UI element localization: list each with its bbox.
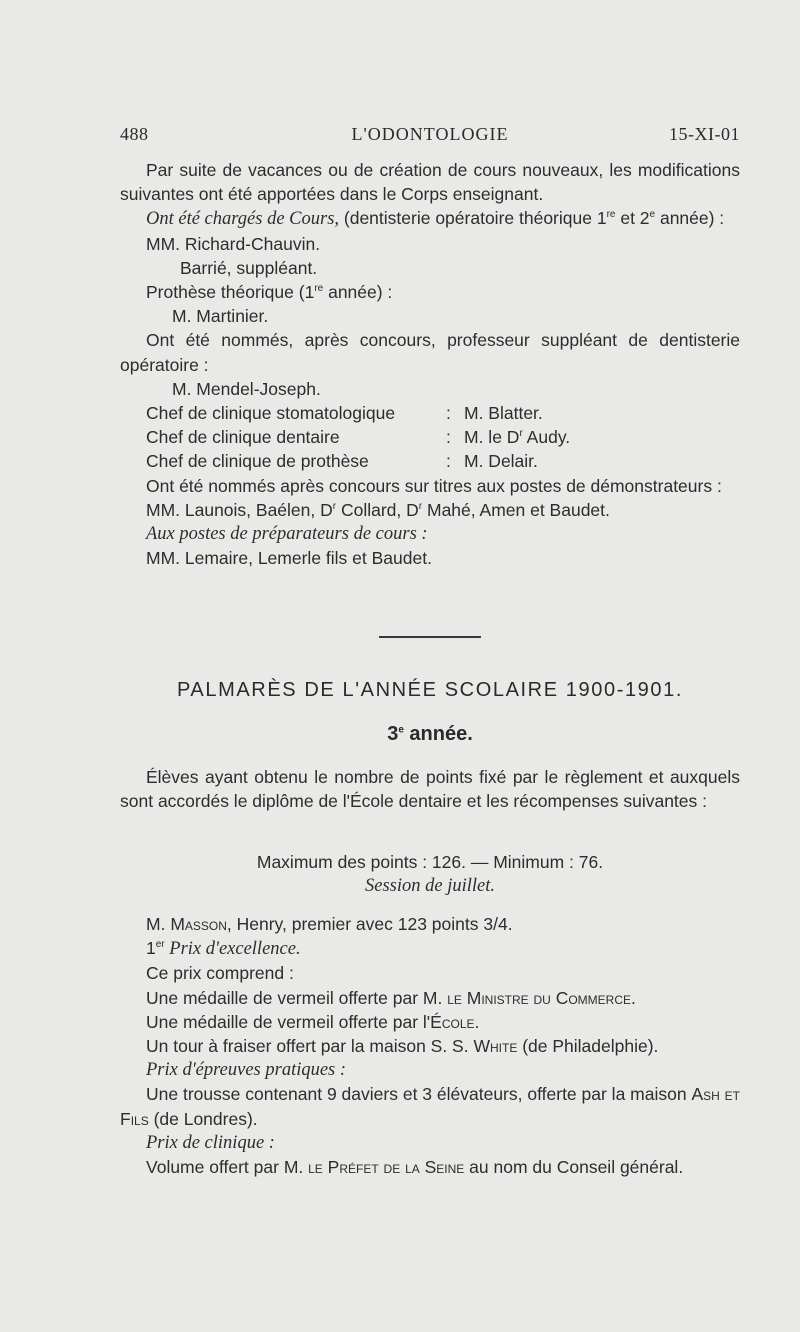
mendel-line: M. Mendel-Joseph. [172, 378, 321, 399]
prix-epreuves-label: Prix d'épreuves pratiques : [146, 1060, 347, 1081]
chef-name-text: M. Blatter. [464, 403, 543, 424]
martinier-line: M. Martinier. [172, 306, 269, 327]
palmares-title: PALMARÈS DE L'ANNÉE SCOLAIRE 1900-1901. [176, 679, 684, 701]
charges-paragraph [120, 206, 740, 231]
chef-role: Chef de clinique de prothèse [146, 451, 369, 472]
chef-role: Chef de clinique stomatologique [146, 403, 396, 424]
intro-paragraph: Par suite de vacances ou de création de cours nouveaux, les modifications suivantes ont été apportées dans le Corps enseignant. [120, 160, 740, 205]
charges-text: (dentisterie opératoire théorique 1 [339, 208, 607, 229]
chef-sep: : [446, 427, 451, 448]
student-text: M. [146, 914, 171, 934]
running-title: L'ODONTOLOGIE [351, 124, 509, 144]
points-block [120, 850, 740, 898]
trousse-donor: Ash et Fils [120, 1084, 740, 1129]
chef-row [120, 449, 740, 473]
volume-donor: le Préfet de la Seine [308, 1157, 465, 1178]
chef-name [464, 401, 543, 425]
prothese-text: Prothèse théorique (1 [146, 282, 315, 303]
palmares-intro-paragraph: Élèves ayant obtenu le nombre de points fixé par le règlement et auxquels sont accordés le diplôme de l'École dentaire et les récompenses suivantes : [120, 767, 740, 812]
demonstrateurs-text: MM. Launois, Baélen, D [146, 499, 333, 520]
award-item [120, 1010, 740, 1034]
mm-line: MM. Richard-Chauvin. [146, 233, 321, 254]
prothese-text: année) : [323, 282, 393, 303]
prix-clinique-label: Prix de clinique : [146, 1132, 275, 1153]
issue-date: 15-XI-01 [669, 124, 740, 144]
award-text: (de Philadelphie). [517, 1036, 659, 1057]
superscript: r [418, 501, 423, 513]
prix-number: 1 [146, 938, 156, 959]
chef-name [464, 449, 538, 473]
award-donor: le Ministre du Commerce. [447, 987, 636, 1008]
charges-label: Ont été chargés de Cours, [146, 209, 340, 230]
student-name: Masson [170, 914, 227, 934]
superscript: re [606, 209, 616, 221]
palmares-intro [120, 765, 740, 813]
teaching-staff-changes [120, 158, 740, 570]
charges-text: année) : [655, 208, 725, 229]
superscript: e [398, 724, 404, 736]
chef-name-text: Audy. [522, 427, 571, 448]
award-item [120, 986, 740, 1010]
charges-text: et 2 [615, 208, 650, 229]
demonstrateurs-line [120, 498, 740, 522]
superscript: re [314, 283, 324, 295]
chef-row [120, 425, 740, 449]
award-text: Une médaille de vermeil offerte par l' [146, 1011, 431, 1032]
demonstrateurs-text: Collard, D [336, 499, 419, 520]
superscript: r [519, 428, 523, 440]
subtitle-text: année. [403, 723, 473, 745]
year-subtitle [120, 723, 740, 746]
chef-name [464, 425, 570, 449]
prothese-line [120, 280, 740, 304]
chef-role: Chef de clinique dentaire [146, 427, 340, 448]
student-line [120, 912, 740, 936]
nommes-concours-paragraph: Ont été nommés, après concours, professeur suppléant de dentisterie opératoire : [120, 330, 740, 375]
volume-text: au nom du Conseil général. [464, 1157, 684, 1178]
awards-block [120, 912, 740, 1179]
nommes-titres-paragraph: Ont été nommés après concours sur titres aux postes de démonstrateurs : [146, 475, 722, 496]
preparateurs-label: Aux postes de préparateurs de cours : [146, 524, 428, 545]
superscript: r [332, 501, 337, 513]
trousse-paragraph [120, 1082, 740, 1130]
award-donor: White [473, 1036, 518, 1057]
chef-sep: : [446, 403, 451, 424]
volume-paragraph [120, 1155, 740, 1179]
section-divider [379, 636, 481, 638]
award-donor: École. [430, 1011, 480, 1032]
comprend-line: Ce prix comprend : [146, 963, 294, 984]
prix-excellence: Prix d'excellence. [164, 939, 301, 960]
award-text: Un tour à fraiser offert par la maison S. S. [146, 1036, 474, 1057]
barrie-line: Barrié, suppléant. [180, 257, 318, 278]
award-item [120, 1034, 740, 1058]
chef-name-text: M. le D [464, 427, 520, 448]
chef-sep: : [446, 451, 451, 472]
trousse-text: (de Londres). [148, 1108, 258, 1129]
session-line: Session de juillet. [365, 876, 495, 897]
chef-row [120, 401, 740, 425]
max-min-line: Maximum des points : 126. — Minimum : 76. [256, 852, 604, 872]
demonstrateurs-text: Mahé, Amen et Baudet. [422, 499, 610, 520]
award-text: Une médaille de vermeil offerte par M. [146, 987, 448, 1008]
preparateurs-line: MM. Lemaire, Lemerle fils et Baudet. [146, 548, 432, 569]
student-text: , Henry, premier avec 123 points 3/4. [226, 914, 513, 934]
trousse-text: Une trousse contenant 9 daviers et 3 élévateurs, offerte par la maison [146, 1084, 692, 1105]
chef-name-text: M. Delair. [464, 451, 538, 472]
volume-text: Volume offert par M. [146, 1157, 309, 1178]
superscript: er [155, 939, 165, 951]
superscript: e [649, 209, 656, 221]
page-number: 488 [120, 124, 149, 144]
page-header [120, 124, 740, 152]
subtitle-number: 3 [387, 723, 399, 745]
prix-excellence-line [120, 936, 740, 961]
